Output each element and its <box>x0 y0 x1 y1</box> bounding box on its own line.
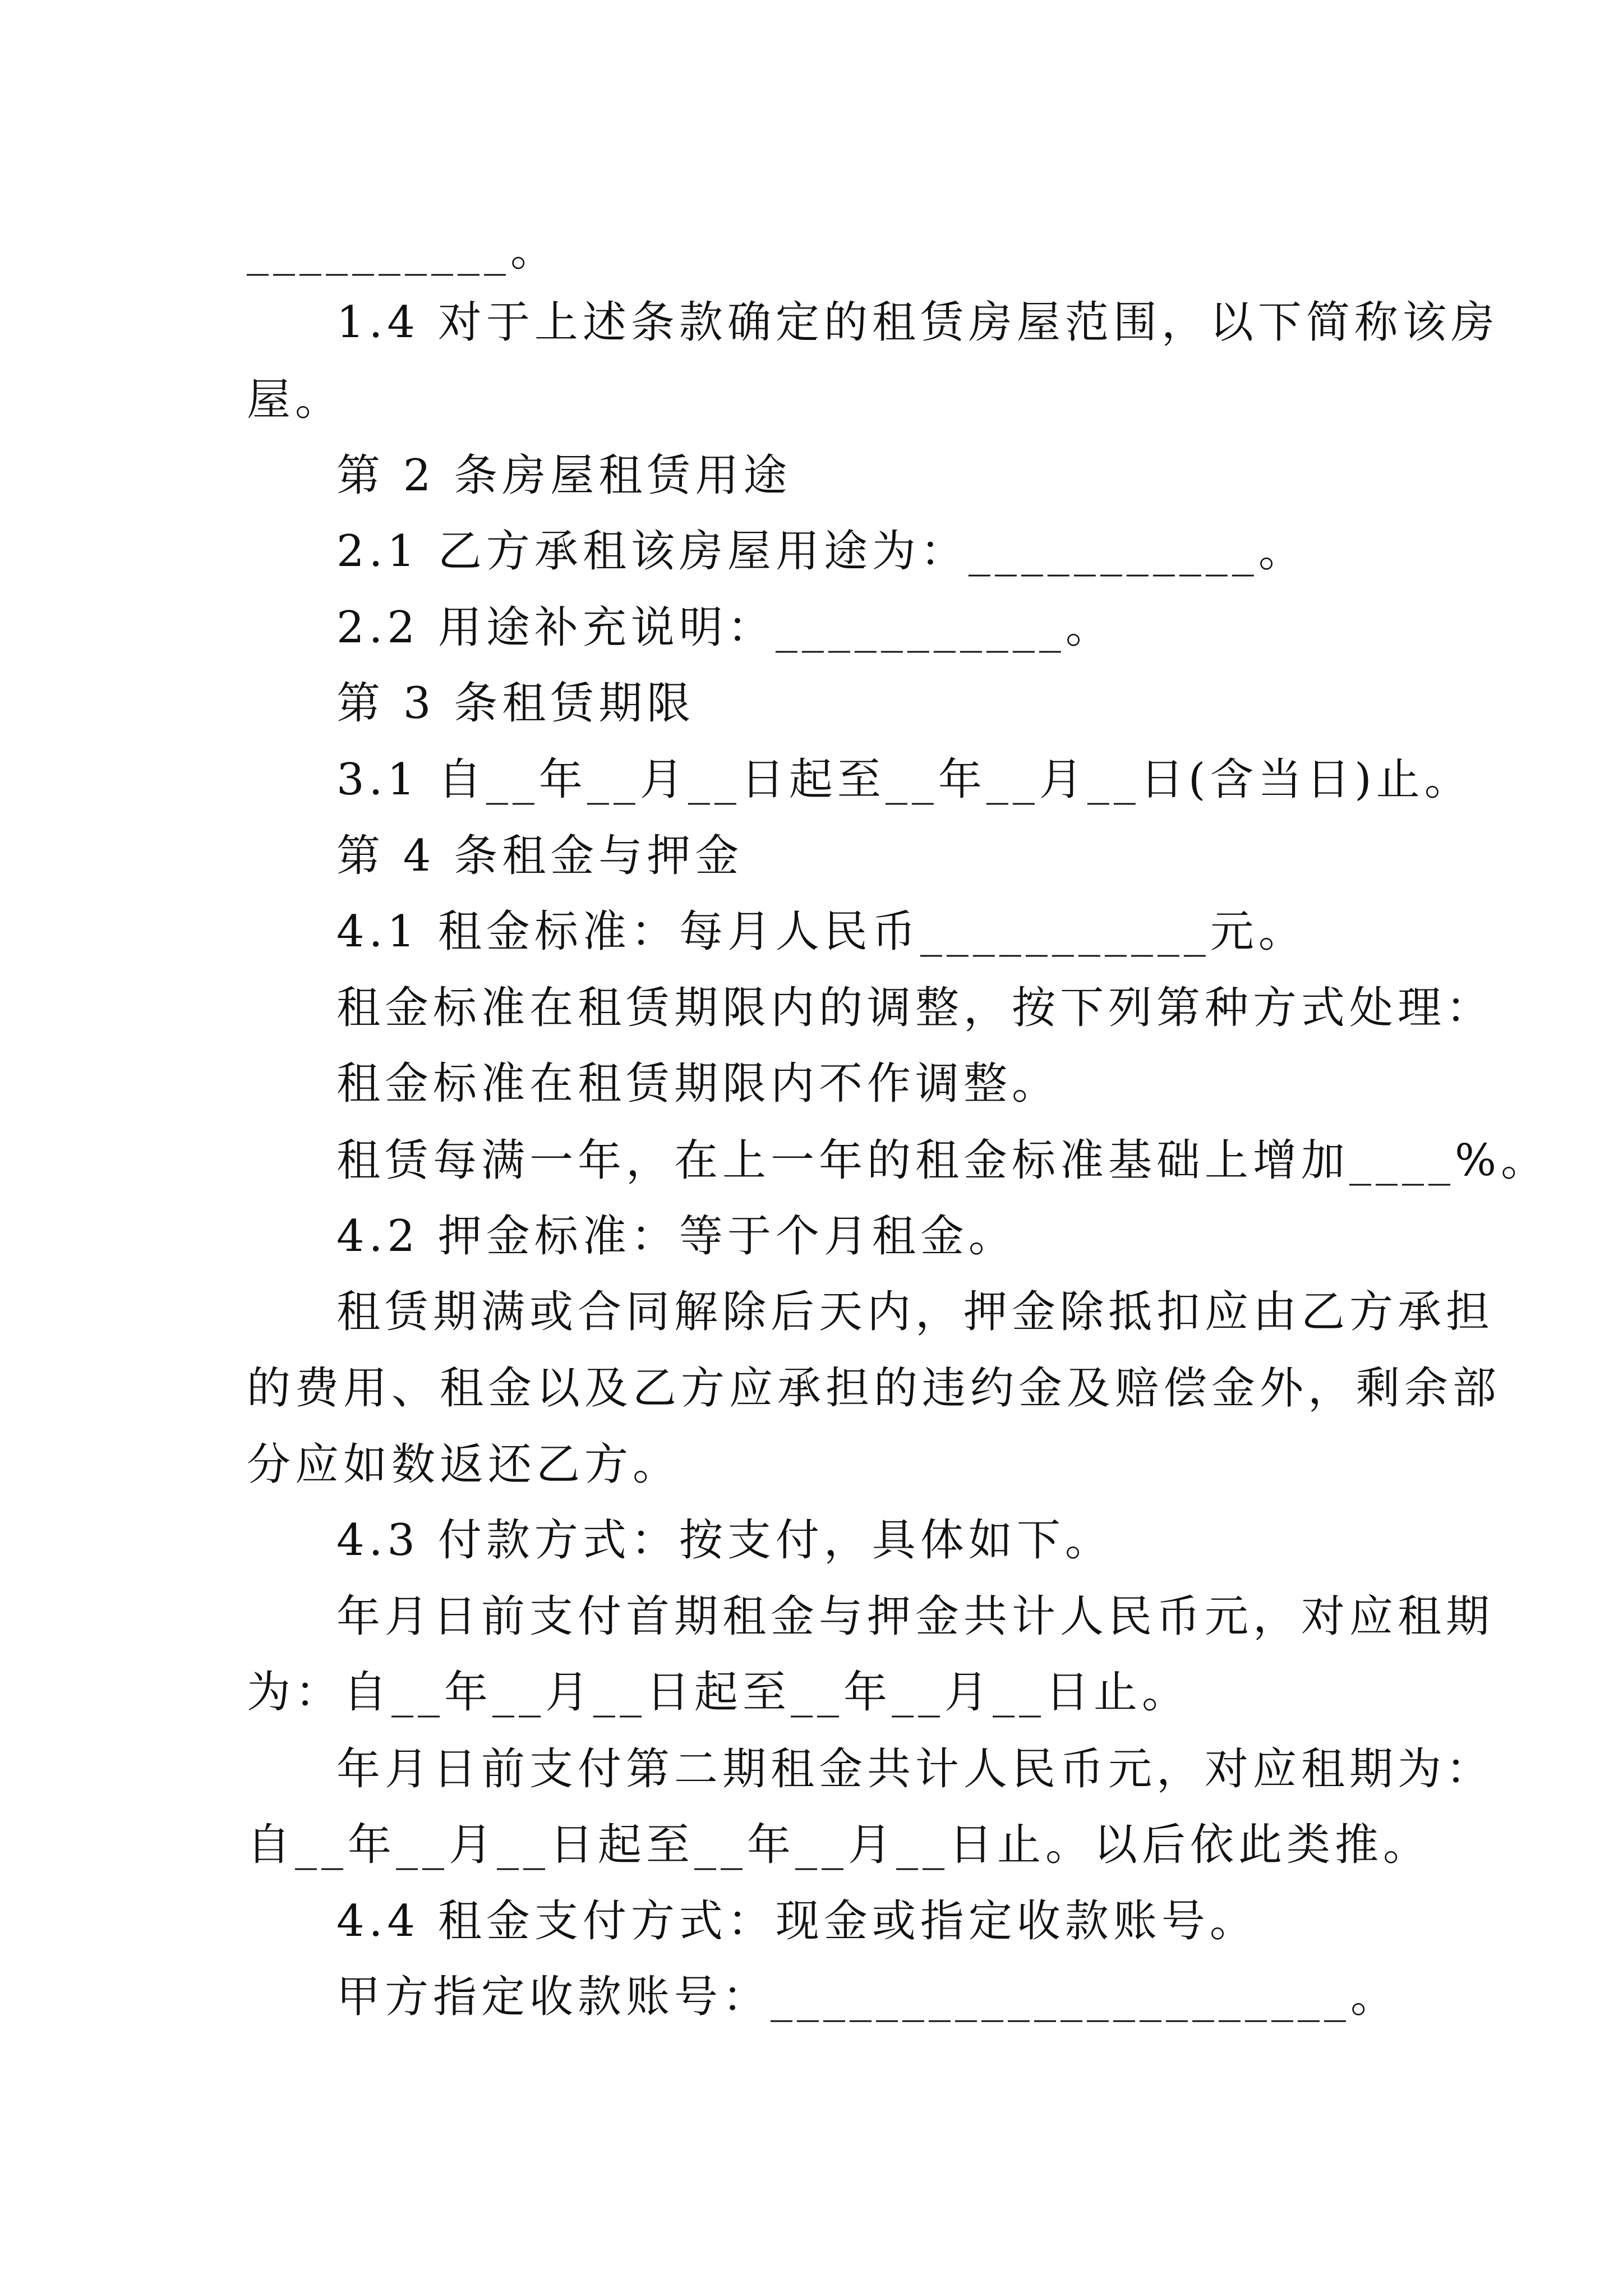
deposit-return-text: 租赁期满或合同解除后天内，押金除抵扣应由乙方承担 <box>336 1287 1495 1337</box>
deposit-return-text-cont: 的费用、租金以及乙方应承担的违约金及赔偿金外，剩余部 <box>247 1363 1501 1414</box>
first-payment-text: 年月日前支付首期租金与押金共计人民币元，对应租期 <box>336 1591 1495 1642</box>
clause-3-1-text: 3.1 自__年__月__日起至__年__月__日(含当日)止。 <box>336 754 1473 805</box>
article-4-heading: 第 4 条租金与押金 <box>336 831 744 881</box>
account-number-text: 甲方指定收款账号：______________________。 <box>336 1972 1399 2022</box>
second-payment-text-cont: 自__年__月__日起至__年__月__日止。以后依此类推。 <box>247 1820 1432 1870</box>
clause-1-4-text-cont: 屋。 <box>247 375 344 425</box>
rent-annual-increase-text: 租赁每满一年，在上一年的租金标准基础上增加____%。 <box>336 1135 1550 1186</box>
first-payment-text-cont: 为：自__年__月__日起至__年__月__日止。 <box>247 1667 1191 1718</box>
article-2-heading: 第 2 条房屋租赁用途 <box>336 450 792 501</box>
rent-no-adjustment-text: 租金标准在租赁期限内不作调整。 <box>336 1059 1061 1109</box>
clause-2-1-text: 2.1 乙方承租该房屋用途为：___________。 <box>336 526 1307 577</box>
rent-adjustment-text: 租金标准在租赁期限内的调整，按下列第种方式处理： <box>336 983 1495 1033</box>
clause-4-3-text: 4.3 付款方式：按支付，具体如下。 <box>336 1515 1113 1566</box>
clause-1-4-text: 1.4 对于上述条款确定的租赁房屋范围，以下简称该房 <box>336 297 1499 348</box>
clause-4-1-text: 4.1 租金标准：每月人民币___________元。 <box>336 907 1307 957</box>
deposit-return-text-end: 分应如数返还乙方。 <box>247 1439 681 1490</box>
clause-4-4-text: 4.4 租金支付方式：现金或指定收款账号。 <box>336 1896 1258 1947</box>
clause-4-2-text: 4.2 押金标准：等于个月租金。 <box>336 1211 1017 1262</box>
clause-2-2-text: 2.2 用途补充说明：___________。 <box>336 602 1114 653</box>
blank-line-continuation: __________。 <box>247 226 559 276</box>
second-payment-text: 年月日前支付第二期租金共计人民币元，对应租期为： <box>336 1744 1495 1795</box>
article-3-heading: 第 3 条租赁期限 <box>336 678 695 729</box>
